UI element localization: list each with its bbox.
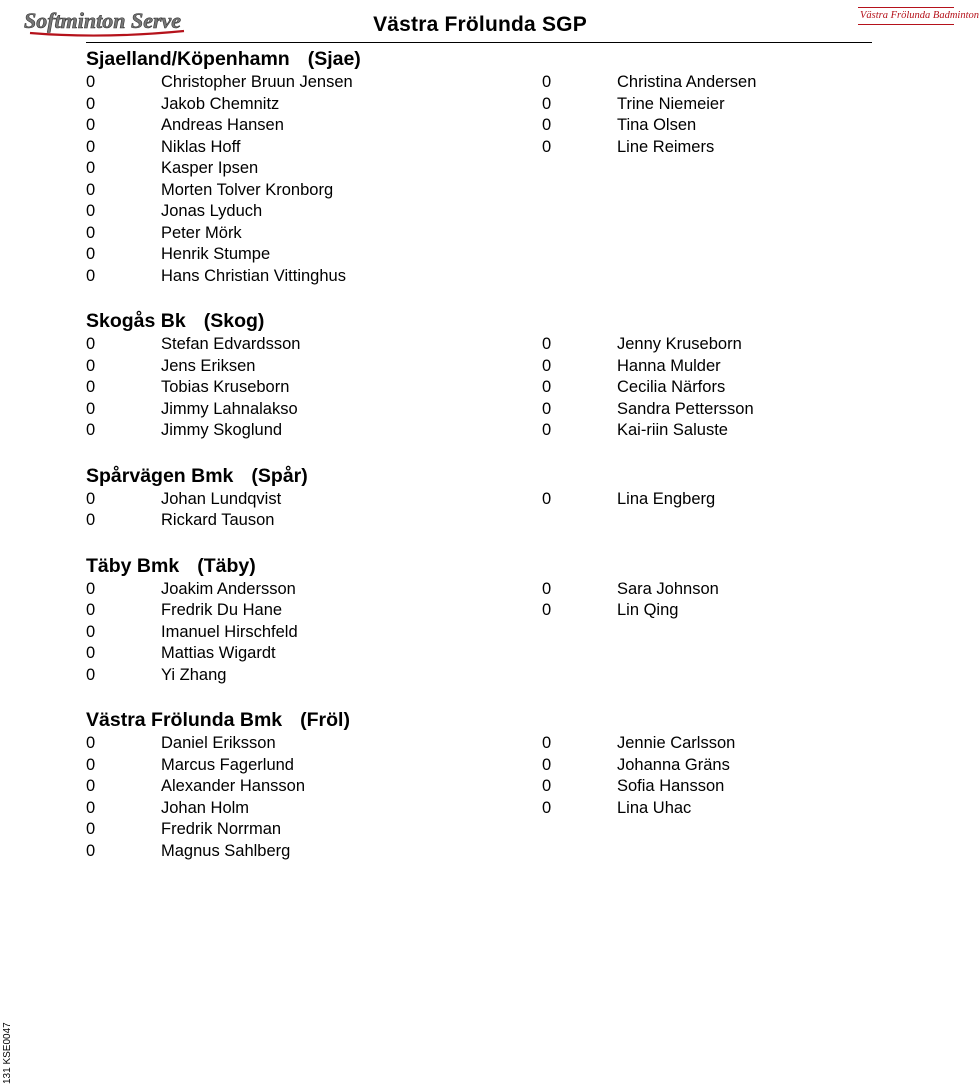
men-points: 0	[86, 180, 96, 199]
club-abbreviation: (Skog)	[203, 310, 265, 332]
women-points: 0	[542, 73, 552, 91]
men-points: 0	[86, 755, 96, 774]
men-points: 0	[86, 399, 96, 418]
club-section	[86, 46, 866, 287]
player-row	[86, 377, 866, 399]
women-points: 0	[542, 94, 552, 113]
club-abbreviation: (Spår)	[251, 464, 308, 487]
men-points: 0	[86, 601, 96, 619]
women-player-name: Kai-riin Saluste	[617, 421, 728, 439]
club-title	[86, 553, 866, 579]
men-points: 0	[86, 644, 96, 662]
club-title	[86, 707, 866, 733]
player-row	[86, 643, 866, 665]
men-player-name: Jimmy Lahnalakso	[161, 399, 298, 418]
men-player-name: Jens Eriksen	[161, 356, 256, 375]
women-player-name: Trine Niemeier	[617, 94, 725, 113]
men-player-name: Henrik Stumpe	[161, 245, 271, 263]
player-row	[86, 158, 866, 180]
player-row	[86, 72, 866, 94]
women-points: 0	[542, 116, 552, 134]
men-player-name: Rickard Tauson	[161, 511, 275, 529]
club-section	[86, 553, 866, 687]
men-points: 0	[86, 579, 96, 598]
men-player-name: Imanuel Hirschfeld	[161, 622, 298, 641]
club-abbreviation: (Sjae)	[307, 48, 361, 70]
player-row	[86, 600, 866, 622]
player-row	[86, 223, 866, 245]
women-points: 0	[542, 489, 552, 508]
men-player-name: Andreas Hansen	[161, 116, 284, 134]
club-name: Västra Frölunda Bmk	[86, 709, 283, 731]
club-abbreviation: (Täby)	[197, 554, 256, 577]
club-abbreviation: (Fröl)	[300, 709, 350, 731]
men-player-name: Christopher Bruun Jensen	[161, 73, 353, 91]
men-player-name: Morten Tolver Kronborg	[161, 180, 334, 199]
women-points: 0	[542, 755, 552, 774]
player-row	[86, 819, 866, 841]
men-points: 0	[86, 94, 96, 113]
women-player-name: Jenny Kruseborn	[617, 335, 742, 353]
men-points: 0	[86, 665, 96, 684]
logo-left-text: Softminton Serve	[24, 8, 182, 33]
player-row	[86, 733, 866, 755]
player-row	[86, 94, 866, 116]
player-row	[86, 420, 866, 442]
page-title: Västra Frölunda SGP	[373, 13, 587, 36]
club-section	[86, 707, 866, 862]
player-row	[86, 510, 866, 532]
club-name: Skogås Bk	[86, 310, 186, 332]
header-divider	[86, 42, 872, 43]
women-player-name: Hanna Mulder	[617, 356, 721, 375]
women-points: 0	[542, 421, 552, 439]
men-points: 0	[86, 159, 96, 177]
men-points: 0	[86, 116, 96, 134]
player-row	[86, 489, 866, 511]
women-points: 0	[542, 137, 552, 156]
men-player-name: Hans Christian Vittinghus	[161, 266, 346, 285]
player-row	[86, 201, 866, 223]
women-player-name: Lina Uhac	[617, 798, 692, 817]
women-player-name: Lina Engberg	[617, 489, 716, 508]
player-row	[86, 755, 866, 777]
women-points: 0	[542, 399, 552, 418]
player-row	[86, 180, 866, 202]
men-player-name: Fredrik Du Hane	[161, 601, 283, 619]
women-points: 0	[542, 601, 552, 619]
men-player-name: Alexander Hansson	[161, 777, 306, 795]
club-list	[86, 46, 866, 883]
men-player-name: Kasper Ipsen	[161, 159, 259, 177]
women-player-name: Lin Qing	[617, 601, 679, 619]
men-player-name: Johan Holm	[161, 798, 250, 817]
page-header	[0, 0, 979, 44]
player-row	[86, 244, 866, 266]
women-player-name: Tina Olsen	[617, 116, 697, 134]
men-player-name: Magnus Sahlberg	[161, 841, 291, 860]
club-title	[86, 463, 866, 489]
men-player-name: Joakim Andersson	[161, 579, 296, 598]
player-row	[86, 798, 866, 820]
men-points: 0	[86, 137, 96, 156]
club-name: Spårvägen Bmk	[86, 464, 234, 487]
club-logo-text: Västra Frölunda Badminton	[860, 10, 979, 21]
player-row	[86, 137, 866, 159]
men-points: 0	[86, 421, 96, 439]
player-row	[86, 334, 866, 356]
player-row	[86, 776, 866, 798]
men-player-name: Daniel Eriksson	[161, 734, 276, 752]
player-row	[86, 579, 866, 601]
women-player-name: Line Reimers	[617, 137, 715, 156]
club-section	[86, 463, 866, 532]
club-section	[86, 308, 866, 442]
men-points: 0	[86, 777, 96, 795]
women-points: 0	[542, 798, 552, 817]
player-row	[86, 115, 866, 137]
men-player-name: Yi Zhang	[161, 665, 227, 684]
men-player-name: Jakob Chemnitz	[161, 94, 280, 113]
club-name: Sjaelland/Köpenhamn	[86, 48, 290, 70]
men-points: 0	[86, 202, 96, 220]
club-title	[86, 308, 866, 334]
men-points: 0	[86, 245, 96, 263]
women-player-name: Jennie Carlsson	[617, 734, 736, 752]
men-points: 0	[86, 489, 96, 508]
women-points: 0	[542, 378, 552, 396]
men-player-name: Marcus Fagerlund	[161, 755, 294, 774]
men-points: 0	[86, 73, 96, 91]
women-player-name: Christina Andersen	[617, 73, 757, 91]
men-points: 0	[86, 378, 96, 396]
men-player-name: Jonas Lyduch	[161, 202, 263, 220]
player-row	[86, 266, 866, 288]
women-player-name: Cecilia Närfors	[617, 378, 726, 396]
women-points: 0	[542, 579, 552, 598]
women-points: 0	[542, 335, 552, 353]
men-points: 0	[86, 820, 96, 838]
document-code: 131 KSE0047	[2, 1022, 13, 1084]
men-player-name: Tobias Kruseborn	[161, 378, 290, 396]
men-points: 0	[86, 798, 96, 817]
women-points: 0	[542, 356, 552, 375]
women-player-name: Sara Johnson	[617, 579, 719, 598]
women-player-name: Sandra Pettersson	[617, 399, 754, 418]
player-row	[86, 399, 866, 421]
men-player-name: Fredrik Norrman	[161, 820, 282, 838]
men-player-name: Peter Mörk	[161, 223, 242, 242]
men-points: 0	[86, 356, 96, 375]
men-player-name: Johan Lundqvist	[161, 489, 282, 508]
men-points: 0	[86, 335, 96, 353]
men-player-name: Niklas Hoff	[161, 137, 241, 156]
men-points: 0	[86, 841, 96, 860]
club-name: Täby Bmk	[86, 554, 180, 577]
player-row	[86, 622, 866, 644]
club-logo	[858, 4, 979, 28]
player-row	[86, 841, 866, 863]
men-points: 0	[86, 511, 96, 529]
women-player-name: Johanna Gräns	[617, 755, 730, 774]
men-points: 0	[86, 266, 96, 285]
women-player-name: Sofia Hansson	[617, 777, 725, 795]
club-title	[86, 46, 866, 72]
men-player-name: Mattias Wigardt	[161, 644, 276, 662]
men-points: 0	[86, 622, 96, 641]
women-points: 0	[542, 777, 552, 795]
men-player-name: Stefan Edvardsson	[161, 335, 301, 353]
women-points: 0	[542, 734, 552, 752]
player-row	[86, 356, 866, 378]
player-row	[86, 665, 866, 687]
men-player-name: Jimmy Skoglund	[161, 421, 283, 439]
men-points: 0	[86, 734, 96, 752]
men-points: 0	[86, 223, 96, 242]
